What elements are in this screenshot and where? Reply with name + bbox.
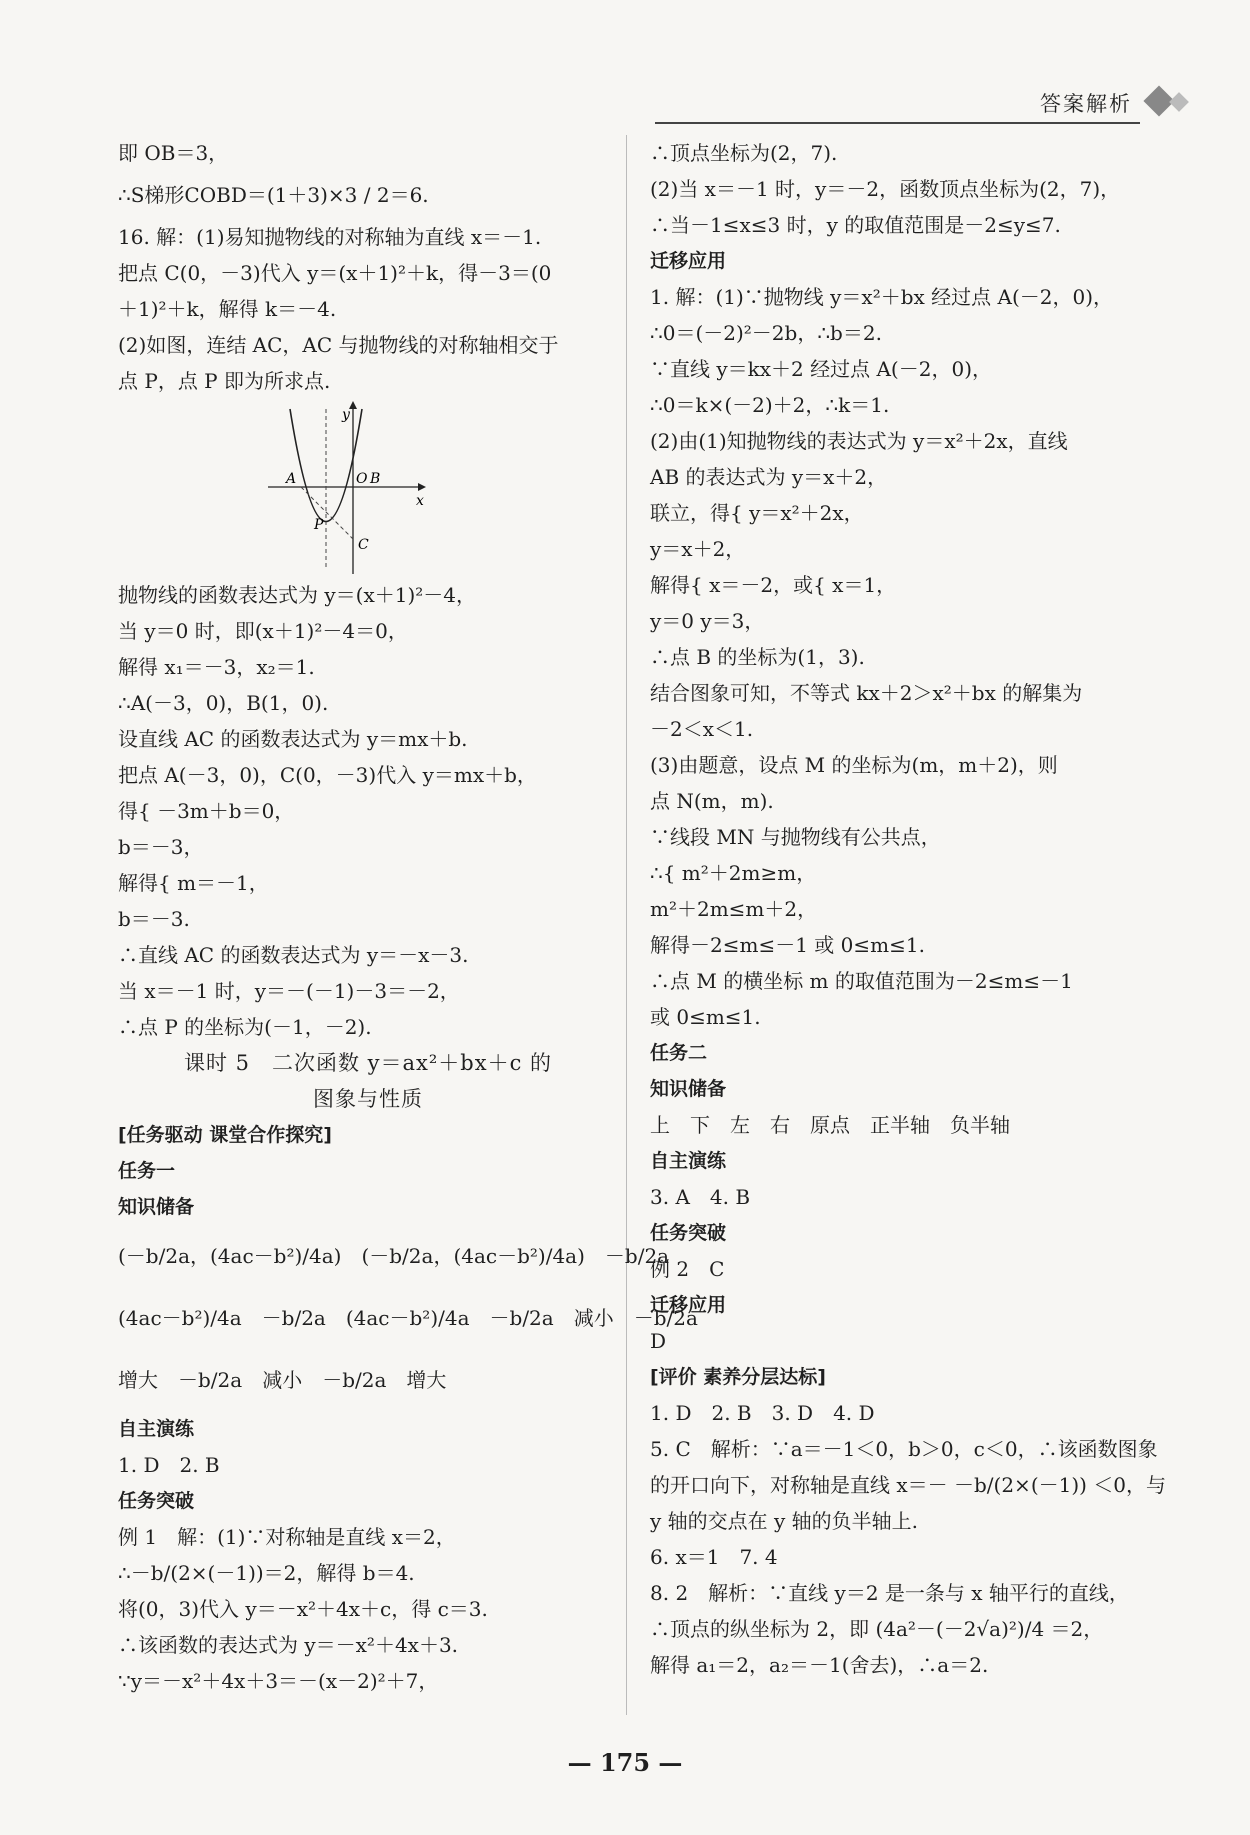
- text-line: (3)由题意，设点 M 的坐标为(m，m＋2)，则: [650, 753, 1058, 777]
- text-line: 16. 解：(1)易知抛物线的对称轴为直线 x＝－1.: [118, 225, 542, 249]
- text-line: 当 x＝－1 时，y＝－(－1)－3＝－2，: [118, 979, 460, 1003]
- text-line: AB 的表达式为 y＝x＋2，: [650, 465, 888, 489]
- text-line: 8. 2 解析：∵直线 y＝2 是一条与 x 轴平行的直线，: [650, 1581, 1129, 1605]
- text-line: ∴－b/(2×(－1))＝2，解得 b＝4.: [118, 1561, 415, 1585]
- section-heading: 知识储备: [118, 1196, 195, 1218]
- text-line: ∴点 B 的坐标为(1，3).: [650, 645, 865, 669]
- text-line: ＋1)²＋k，解得 k＝－4.: [118, 297, 337, 321]
- text-line: 解得 x₁＝－3，x₂＝1.: [118, 655, 315, 679]
- text-line: 设直线 AC 的函数表达式为 y＝mx＋b.: [118, 727, 468, 751]
- x-axis-label: x: [416, 493, 424, 509]
- point-c-label: C: [358, 537, 369, 553]
- section-heading: 迁移应用: [650, 250, 727, 272]
- text-line: ∴点 P 的坐标为(－1，－2).: [118, 1015, 372, 1039]
- text-line: 将(0，3)代入 y＝－x²＋4x＋c，得 c＝3.: [118, 1597, 488, 1621]
- answer-line: D: [650, 1329, 667, 1353]
- lesson-title: 图象与性质: [313, 1087, 423, 1111]
- origin-label: O: [356, 471, 368, 487]
- section-heading: 自主演练: [650, 1150, 727, 1172]
- text-line: 5. C 解析：∵a＝－1＜0，b＞0，c＜0，∴该函数图象: [650, 1437, 1158, 1461]
- point-b-label: B: [370, 471, 381, 487]
- text-line: 即 OB＝3，: [118, 141, 229, 165]
- text-line: 抛物线的函数表达式为 y＝(x＋1)²－4，: [118, 583, 477, 607]
- text-line: (2)如图，连结 AC，AC 与抛物线的对称轴相交于: [118, 333, 559, 357]
- section-heading: 任务突破: [650, 1222, 727, 1244]
- text-line: ∴顶点坐标为(2，7).: [650, 141, 838, 165]
- answer-line: 3. A 4. B: [650, 1185, 751, 1209]
- text-line: 解得{ x＝－2，或{ x＝1，: [650, 573, 897, 597]
- text-line: y 轴的交点在 y 轴的负半轴上.: [650, 1509, 919, 1533]
- parabola-figure: [118, 399, 618, 577]
- text-line: ∴S梯形COBD＝(1＋3)×3 / 2＝6.: [118, 183, 429, 207]
- point-a-label: A: [286, 471, 297, 487]
- diamond-icon: [1169, 92, 1189, 112]
- answer-line: 1. D 2. B: [118, 1453, 220, 1477]
- text-line: ∴当－1≤x≤3 时，y 的取值范围是－2≤y≤7.: [650, 213, 1061, 237]
- text-line: ∴直线 AC 的函数表达式为 y＝－x－3.: [118, 943, 469, 967]
- text-line: －2＜x＜1.: [650, 717, 754, 741]
- formula-row: (－b/2a，(4ac－b²)/4a) (－b/2a，(4ac－b²)/4a) －b/2a: [118, 1244, 670, 1268]
- text-line: 点 P，点 P 即为所求点.: [118, 369, 331, 393]
- text-line: ∴0＝k×(－2)＋2，∴k＝1.: [650, 393, 890, 417]
- page-number: — 175 —: [567, 1748, 683, 1777]
- point-p-label: P: [314, 517, 324, 533]
- text-line: 解得 a₁＝2，a₂＝－1(舍去)，∴a＝2.: [650, 1653, 989, 1677]
- formula-row: 增大 －b/2a 减小 －b/2a 增大: [118, 1368, 447, 1392]
- text-line: 的开口向下，对称轴是直线 x＝－ －b/(2×(－1)) ＜0，与: [650, 1473, 1167, 1497]
- text-line: 把点 C(0，－3)代入 y＝(x＋1)²＋k，得－3＝(0: [118, 261, 552, 285]
- text-line: ∵直线 y＝kx＋2 经过点 A(－2，0)，: [650, 357, 992, 381]
- text-line: ∴点 M 的横坐标 m 的取值范围为－2≤m≤－1: [650, 969, 1073, 993]
- section-heading: [评价 素养分层达标]: [650, 1366, 826, 1388]
- text-line: ∴0＝(－2)²－2b，∴b＝2.: [650, 321, 882, 345]
- text-line: ∴A(－3，0)，B(1，0).: [118, 691, 329, 715]
- text-line: (2)当 x＝－1 时，y＝－2，函数顶点坐标为(2，7)，: [650, 177, 1121, 201]
- text-line: 例 1 解：(1)∵对称轴是直线 x＝2，: [118, 1525, 456, 1549]
- text-line: ∵线段 MN 与抛物线有公共点，: [650, 825, 941, 849]
- text-line: 上 下 左 右 原点 正半轴 负半轴: [650, 1113, 1010, 1137]
- text-line: 解得{ m＝－1，: [118, 871, 269, 895]
- text-line: 联立，得{ y＝x²＋2x，: [650, 501, 864, 525]
- text-line: m²＋2m≤m＋2，: [650, 897, 818, 921]
- column-divider: [626, 135, 627, 1715]
- parabola-graph: [268, 399, 428, 574]
- text-line: 点 N(m，m).: [650, 789, 774, 813]
- section-heading: 知识储备: [650, 1078, 727, 1100]
- text-line: ∵y＝－x²＋4x＋3＝－(x－2)²＋7，: [118, 1669, 439, 1693]
- formula-row: (4ac－b²)/4a －b/2a (4ac－b²)/4a －b/2a 减小 －b/2a: [118, 1306, 698, 1330]
- header-rule: [655, 122, 1140, 124]
- text-line: y＝0 y＝3，: [650, 609, 765, 633]
- text-line: (2)由(1)知抛物线的表达式为 y＝x²＋2x，直线: [650, 429, 1068, 453]
- page-header: [0, 82, 1250, 122]
- answer-line: 例 2 C: [650, 1257, 725, 1281]
- section-heading: [任务驱动 课堂合作探究]: [118, 1124, 332, 1146]
- header-title: 答案解析: [1040, 92, 1132, 116]
- answer-line: 6. x＝1 7. 4: [650, 1545, 778, 1569]
- text-line: y＝x＋2，: [650, 537, 746, 561]
- text-line: 或 0≤m≤1.: [650, 1005, 761, 1029]
- section-heading: 任务二: [650, 1042, 708, 1064]
- section-heading: 任务一: [118, 1160, 176, 1182]
- text-line: ∴该函数的表达式为 y＝－x²＋4x＋3.: [118, 1633, 459, 1657]
- text-line: 结合图象可知，不等式 kx＋2＞x²＋bx 的解集为: [650, 681, 1083, 705]
- text-line: ∴顶点的纵坐标为 2，即 (4a²－(－2√a)²)/4 ＝2，: [650, 1617, 1104, 1641]
- section-heading: 自主演练: [118, 1418, 195, 1440]
- section-heading: 任务突破: [118, 1490, 195, 1512]
- section-heading: 迁移应用: [650, 1294, 727, 1316]
- text-line: b＝－3.: [118, 907, 190, 931]
- text-line: 当 y＝0 时，即(x＋1)²－4＝0，: [118, 619, 408, 643]
- y-axis-label: y: [342, 407, 350, 423]
- text-line: ∴{ m²＋2m≥m，: [650, 861, 817, 885]
- text-line: b＝－3，: [118, 835, 204, 859]
- text-line: 1. 解：(1)∵抛物线 y＝x²＋bx 经过点 A(－2，0)，: [650, 285, 1114, 309]
- text-line: 把点 A(－3，0)，C(0，－3)代入 y＝mx＋b，: [118, 763, 537, 787]
- text-line: 得{ －3m＋b＝0，: [118, 799, 295, 823]
- right-column: [650, 135, 1167, 1683]
- text-line: 解得－2≤m≤－1 或 0≤m≤1.: [650, 933, 925, 957]
- answer-line: 1. D 2. B 3. D 4. D: [650, 1401, 875, 1425]
- lesson-title: 课时 5 二次函数 y＝ax²＋bx＋c 的: [183, 1051, 553, 1075]
